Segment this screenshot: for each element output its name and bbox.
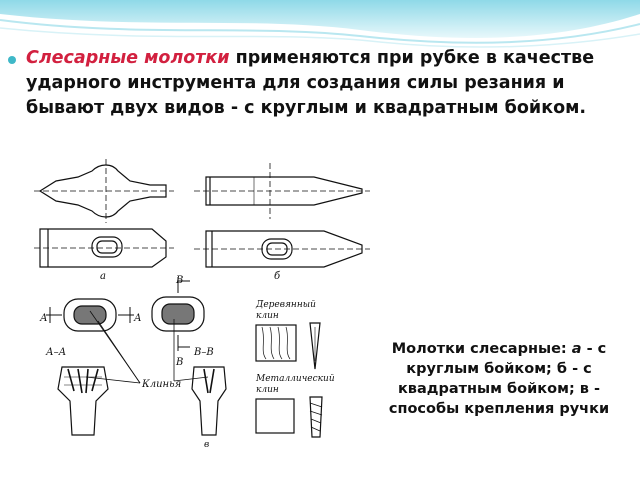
label-v: в: [204, 440, 210, 447]
label-AA: А–А: [46, 347, 67, 358]
label-b: б: [274, 271, 281, 282]
section-aa-view: [58, 367, 108, 435]
label-wood-wedge-1: Деревянный: [256, 300, 316, 310]
hammer-b-side-view: [194, 163, 370, 219]
section-a-eye: [46, 299, 134, 331]
label-BB: В–В: [194, 347, 214, 358]
metal-wedge-drawing: [256, 397, 322, 437]
label-metal-wedge-2: клин: [256, 385, 279, 395]
section-bb-view: [192, 367, 226, 435]
hammer-a-top-view: [34, 229, 174, 267]
label-metal-wedge-1: Металлический: [256, 374, 335, 384]
highlight-term: Слесарные молотки: [26, 48, 230, 68]
label-B-top: В: [176, 275, 184, 286]
wooden-wedge-drawing: [256, 323, 320, 369]
section-b-eye: [152, 277, 204, 351]
label-A-right: А: [134, 313, 142, 324]
slide-paragraph: [26, 46, 630, 121]
paragraph-body: применяются при рубке в качестве ударного инструмента для создания силы резания и бывают двух видов - с круглым и квадратным бойком.: [26, 48, 595, 118]
caption-rest: - с круглым бойком; б - с квадратным бойком; в - способы крепления ручки: [388, 341, 610, 417]
hammer-diagram: [34, 155, 374, 447]
caption-italic-letter: а: [571, 341, 582, 357]
bullet-icon: [8, 56, 16, 64]
label-B-bottom: В: [176, 357, 184, 368]
caption-text: Молотки слесарные:: [391, 341, 572, 357]
hammer-a-side-view: [34, 159, 174, 223]
hammer-b-top-view: [194, 231, 370, 267]
figure-caption: [368, 339, 630, 419]
label-wedges: Клинья: [142, 379, 182, 390]
label-A-left: А: [40, 313, 48, 324]
label-wood-wedge-2: клин: [256, 311, 279, 321]
label-a: а: [100, 271, 106, 282]
